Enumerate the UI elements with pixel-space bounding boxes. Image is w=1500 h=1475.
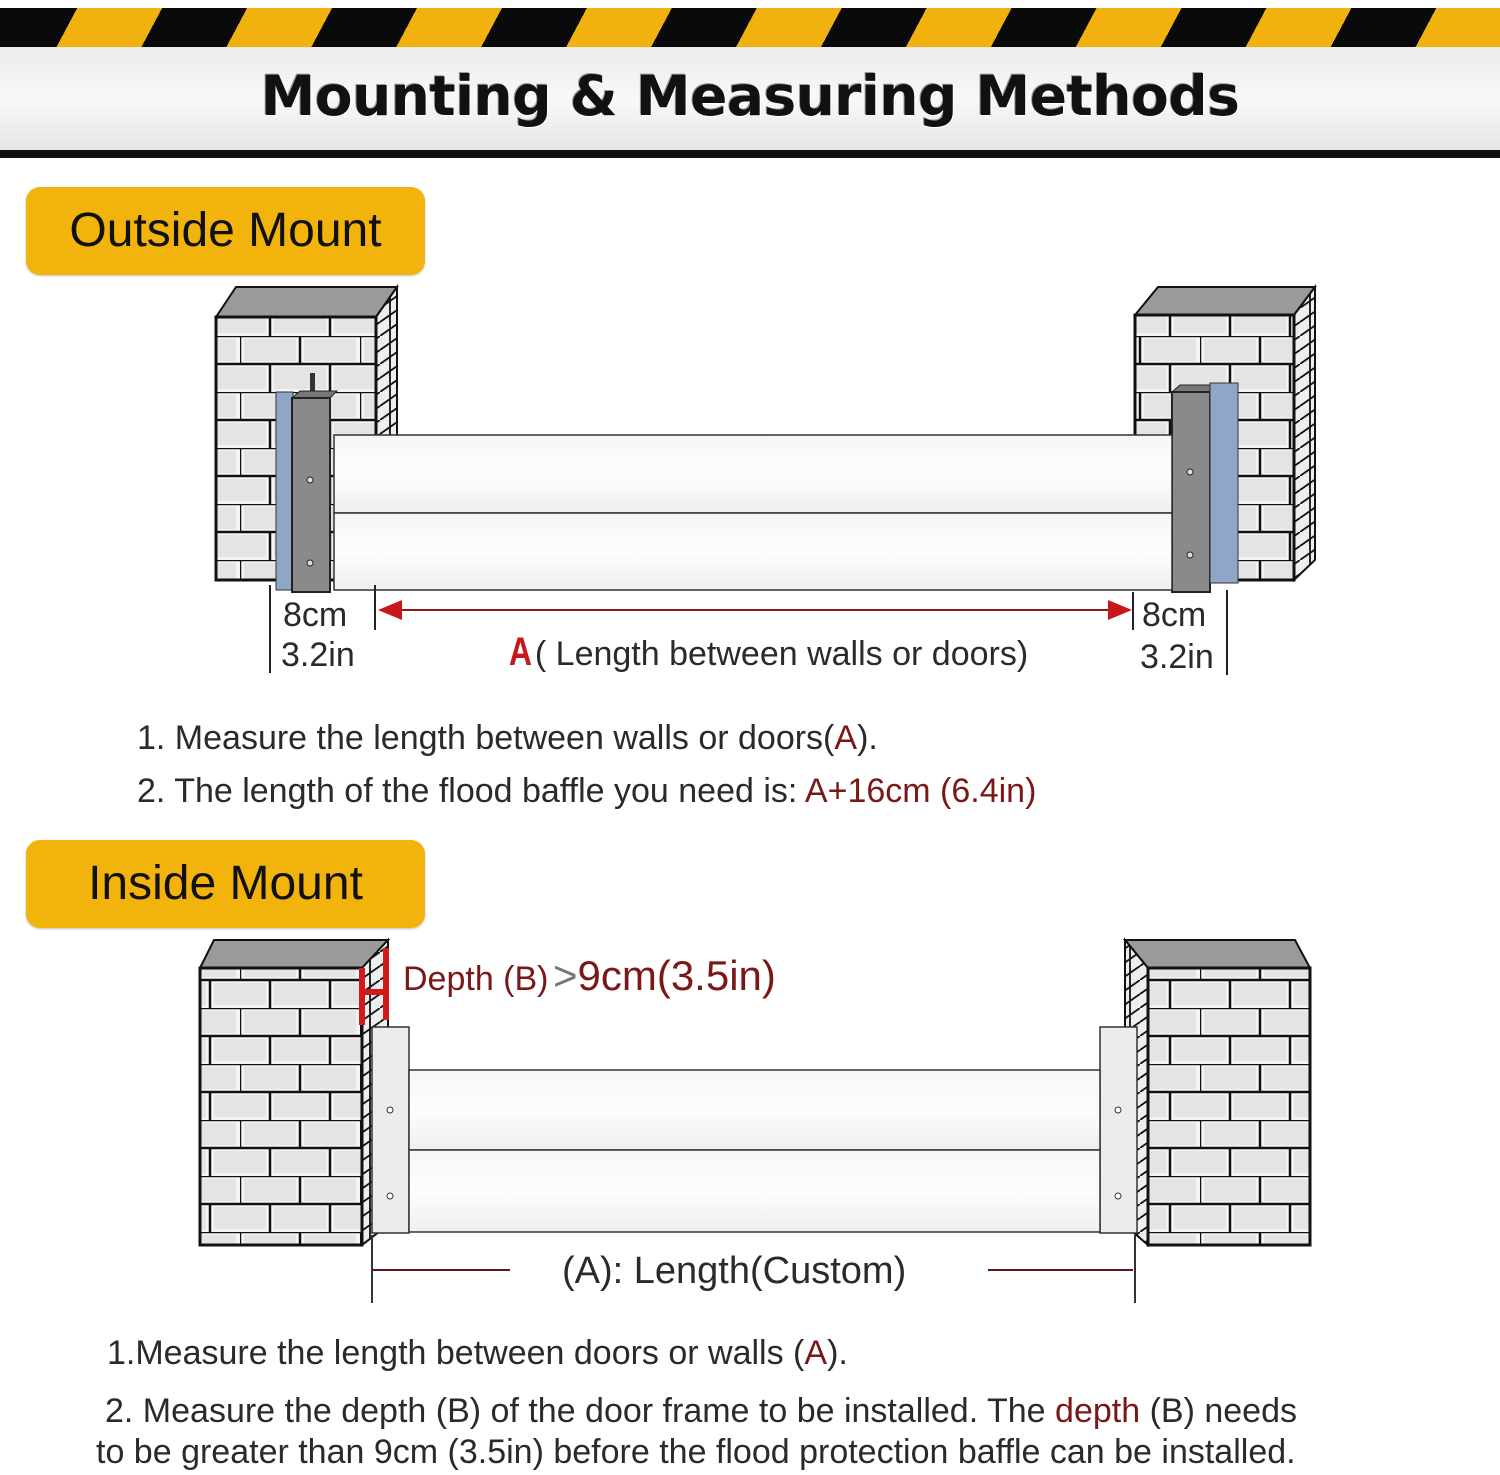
depth-b-label: Depth (B) >9cm(3.5in) [403,952,776,999]
inside-step-1: 1.Measure the length between doors or walls (A). [107,1334,848,1372]
length-a-letter: A [508,630,533,674]
page-title: Mounting & Measuring Methods [260,64,1240,128]
left-offset-cm: 8cm [283,596,348,634]
inside-baffle-panels [409,1070,1100,1232]
right-mounting-channel [1210,383,1238,583]
outside-mount-badge: Outside Mount [26,187,425,275]
inside-mount-badge: Inside Mount [26,840,425,928]
right-offset-in: 3.2in [1140,638,1214,676]
left-post [292,391,337,592]
left-mounting-channel [276,392,293,590]
left-offset-in: 3.2in [281,636,355,674]
inside-right-post [1100,1027,1137,1233]
outside-step-1: 1. Measure the length between walls or doors(A). [137,719,878,757]
inside-left-post [372,1027,409,1233]
inside-right-brick-wall [1125,940,1310,1245]
outside-step-2: 2. The length of the flood baffle you need is: A+16cm (6.4in) [137,772,1037,810]
right-offset-cm: 8cm [1142,596,1207,634]
length-custom-label: (A): Length(Custom) [562,1250,907,1292]
outside-baffle-panels [334,435,1172,590]
length-a-label: A( Length between walls or doors) [508,630,1029,674]
inside-step-2-continued: to be greater than 9cm (3.5in) before the flood protection baffle can be installed. [96,1433,1296,1471]
inside-step-2: 2. Measure the depth (B) of the door frame to be installed. The depth (B) needs [105,1392,1297,1430]
